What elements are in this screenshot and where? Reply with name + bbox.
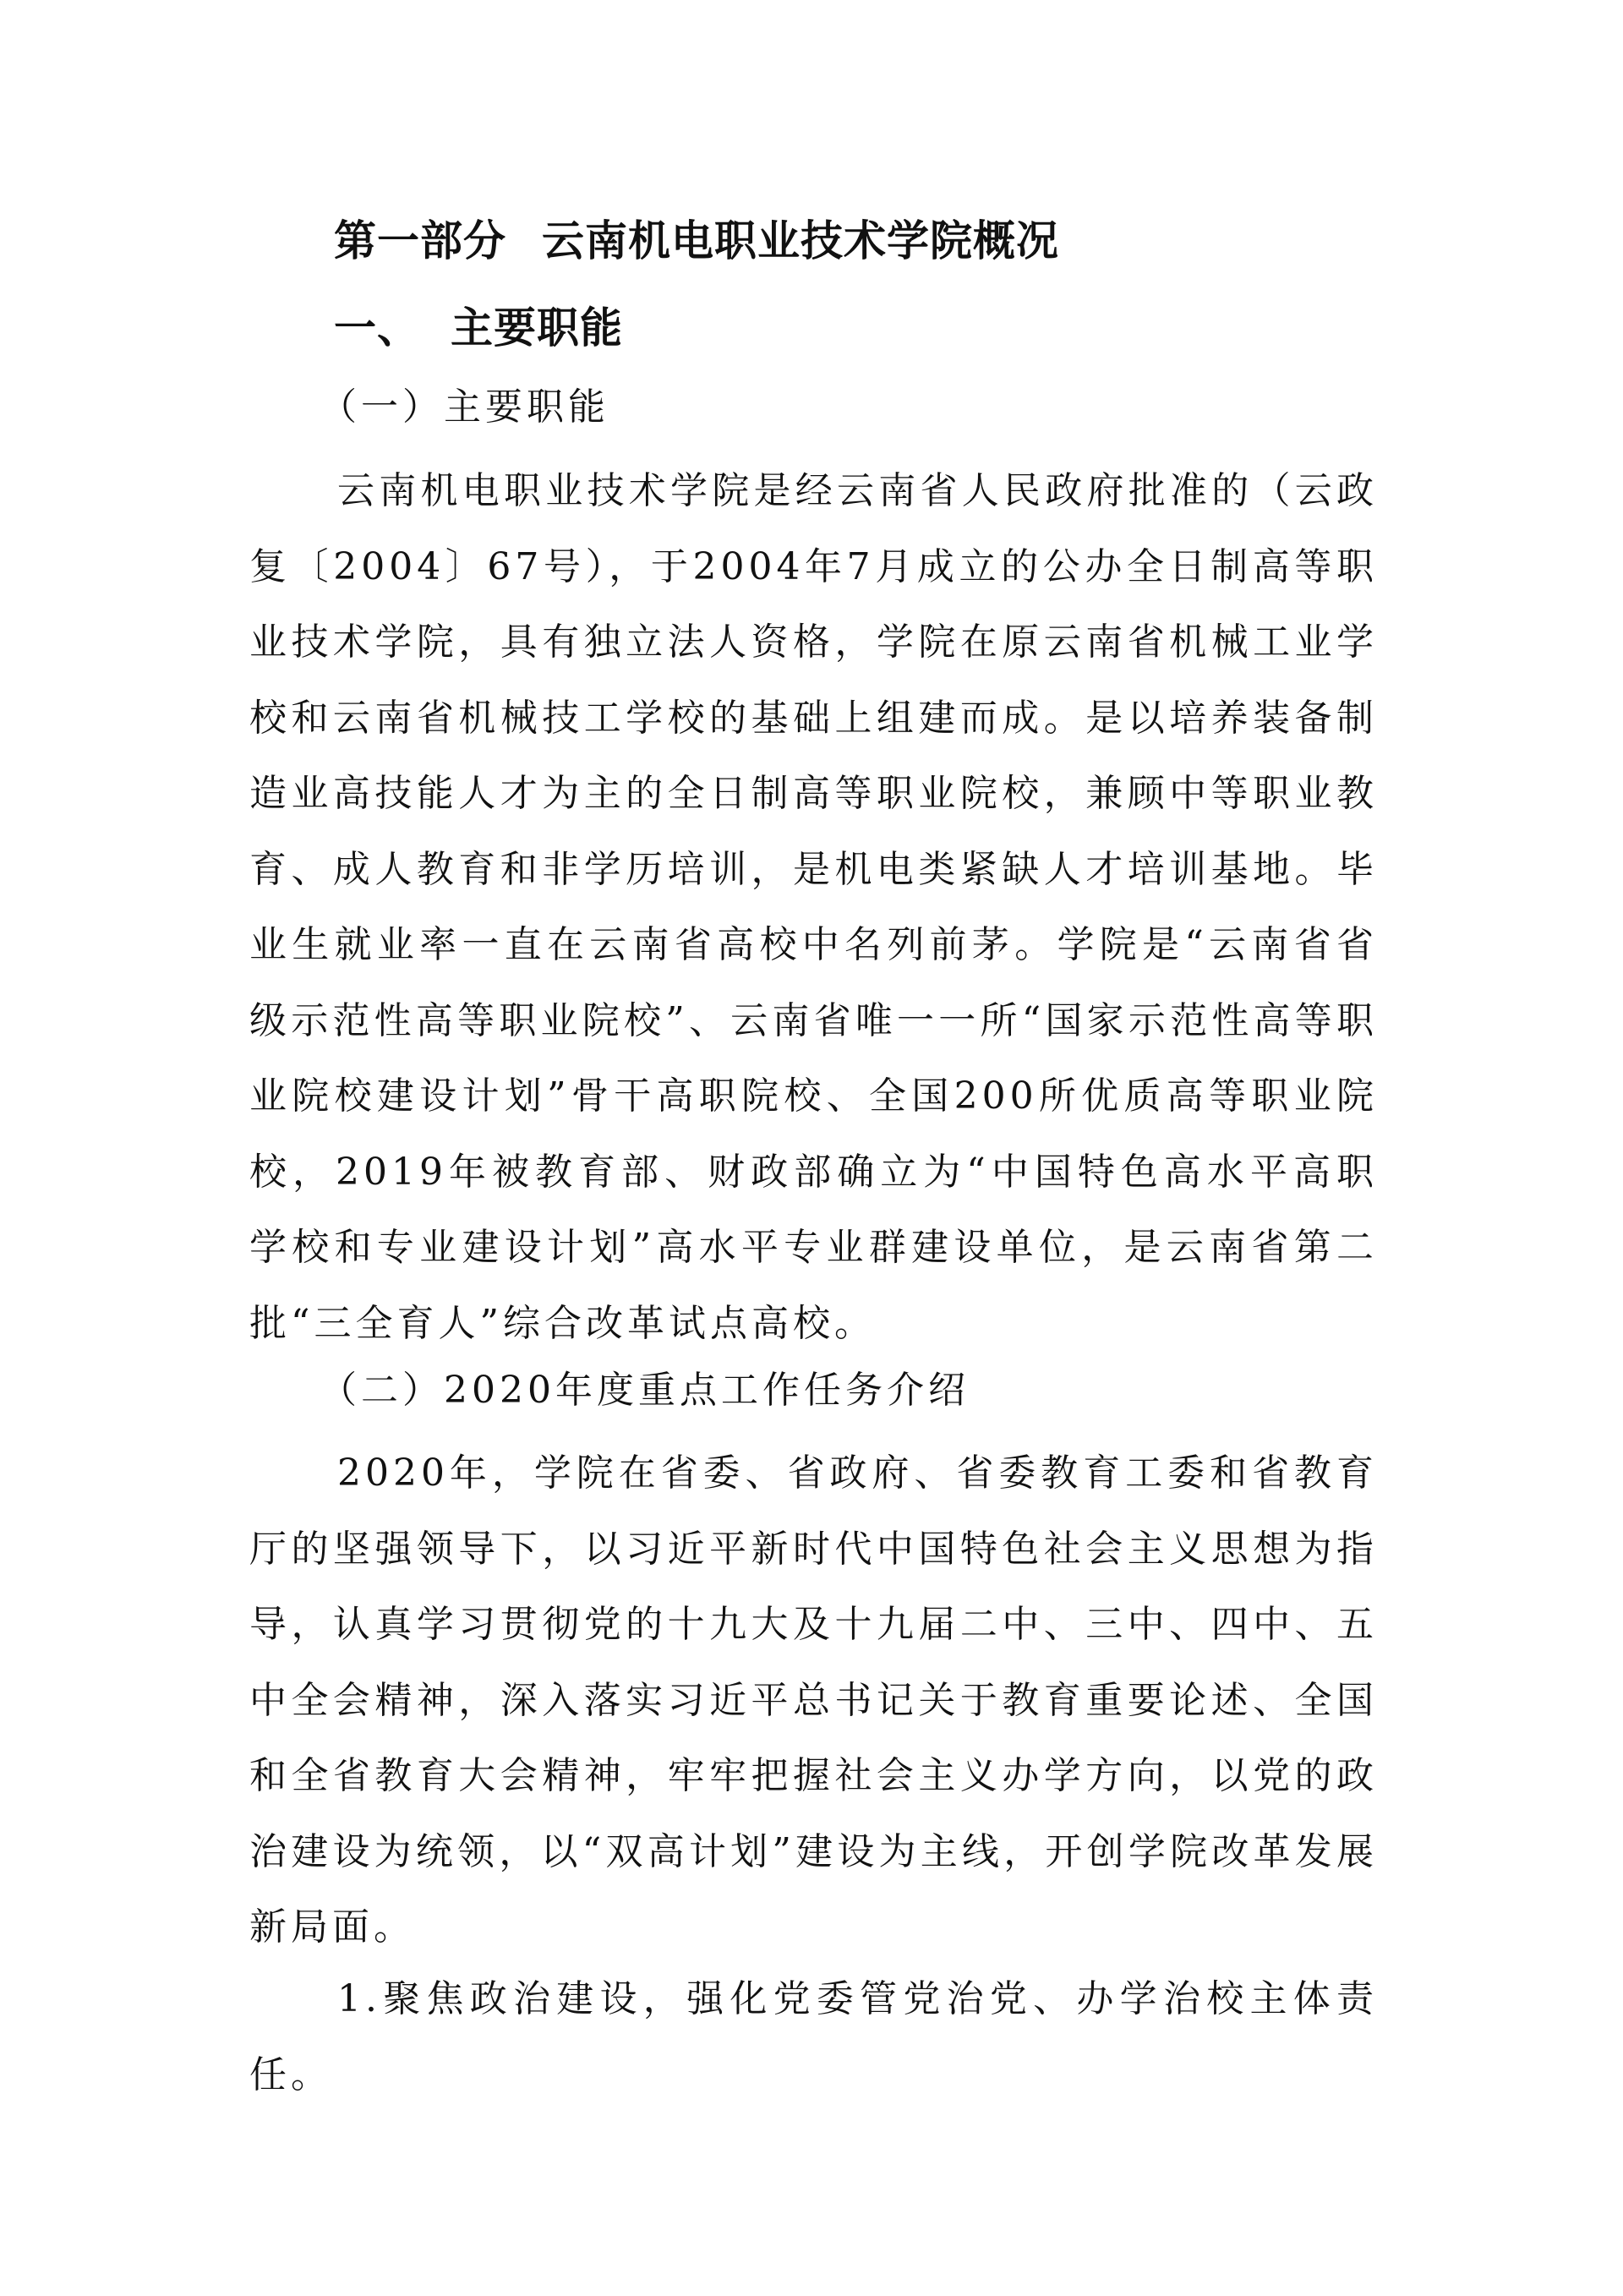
part-label: 第一部分 <box>334 216 506 265</box>
section-title: 主要职能 <box>451 303 623 353</box>
paragraph-functions: 云南机电职业技术学院是经云南省人民政府批准的（云政复〔2004〕67号），于2004年7月成立的公办全日制高等职业技术学院，具有独立法人资格，学院在原云南省机械工业学校和云南省机械技工学校的基础上组建而成。是以培养装备制造业高技能人才为主的全日制高等职业院校，兼顾中等职业教育、成人教育和非学历培训，是机电类紧缺人才培训基地。毕业生就业率一直在云南省高校中名列前茅。学院是“云南省省级示范性高等职业院校”、云南省唯一一所“国家示范性高等职业院校建设计划”骨干高职院校、全国200所优质高等职业院校，2019年被教育部、财政部确立为“中国特色高水平高职学校和专业建设计划”高水平专业群建设单位，是云南省第二批“三全育人”综合改革试点高校。 <box>249 469 1378 1345</box>
part-title: 云南机电职业技术学院概况 <box>542 216 1059 265</box>
subsection-heading-2: （二）2020年度重点工作任务介绍 <box>320 1369 970 1412</box>
section-heading <box>334 298 623 358</box>
part-heading <box>334 211 1059 271</box>
section-number: 一、 <box>334 303 420 353</box>
subsection-heading-1: （一）主要职能 <box>320 385 609 429</box>
paragraph-item-1: 1.聚焦政治建设，强化党委管党治党、办学治校主体责任。 <box>249 1977 1378 2096</box>
paragraph-2020-tasks: 2020年，学院在省委、省政府、省委教育工委和省教育厅的坚强领导下，以习近平新时代中国特色社会主义思想为指导，认真学习贯彻党的十九大及十九届二中、三中、四中、五中全会精神，深入落实习近平总书记关于教育重要论述、全国和全省教育大会精神，牢牢把握社会主义办学方向，以党的政治建设为统领，以“双高计划”建设为主线，开创学院改革发展新局面。 <box>249 1451 1378 1949</box>
